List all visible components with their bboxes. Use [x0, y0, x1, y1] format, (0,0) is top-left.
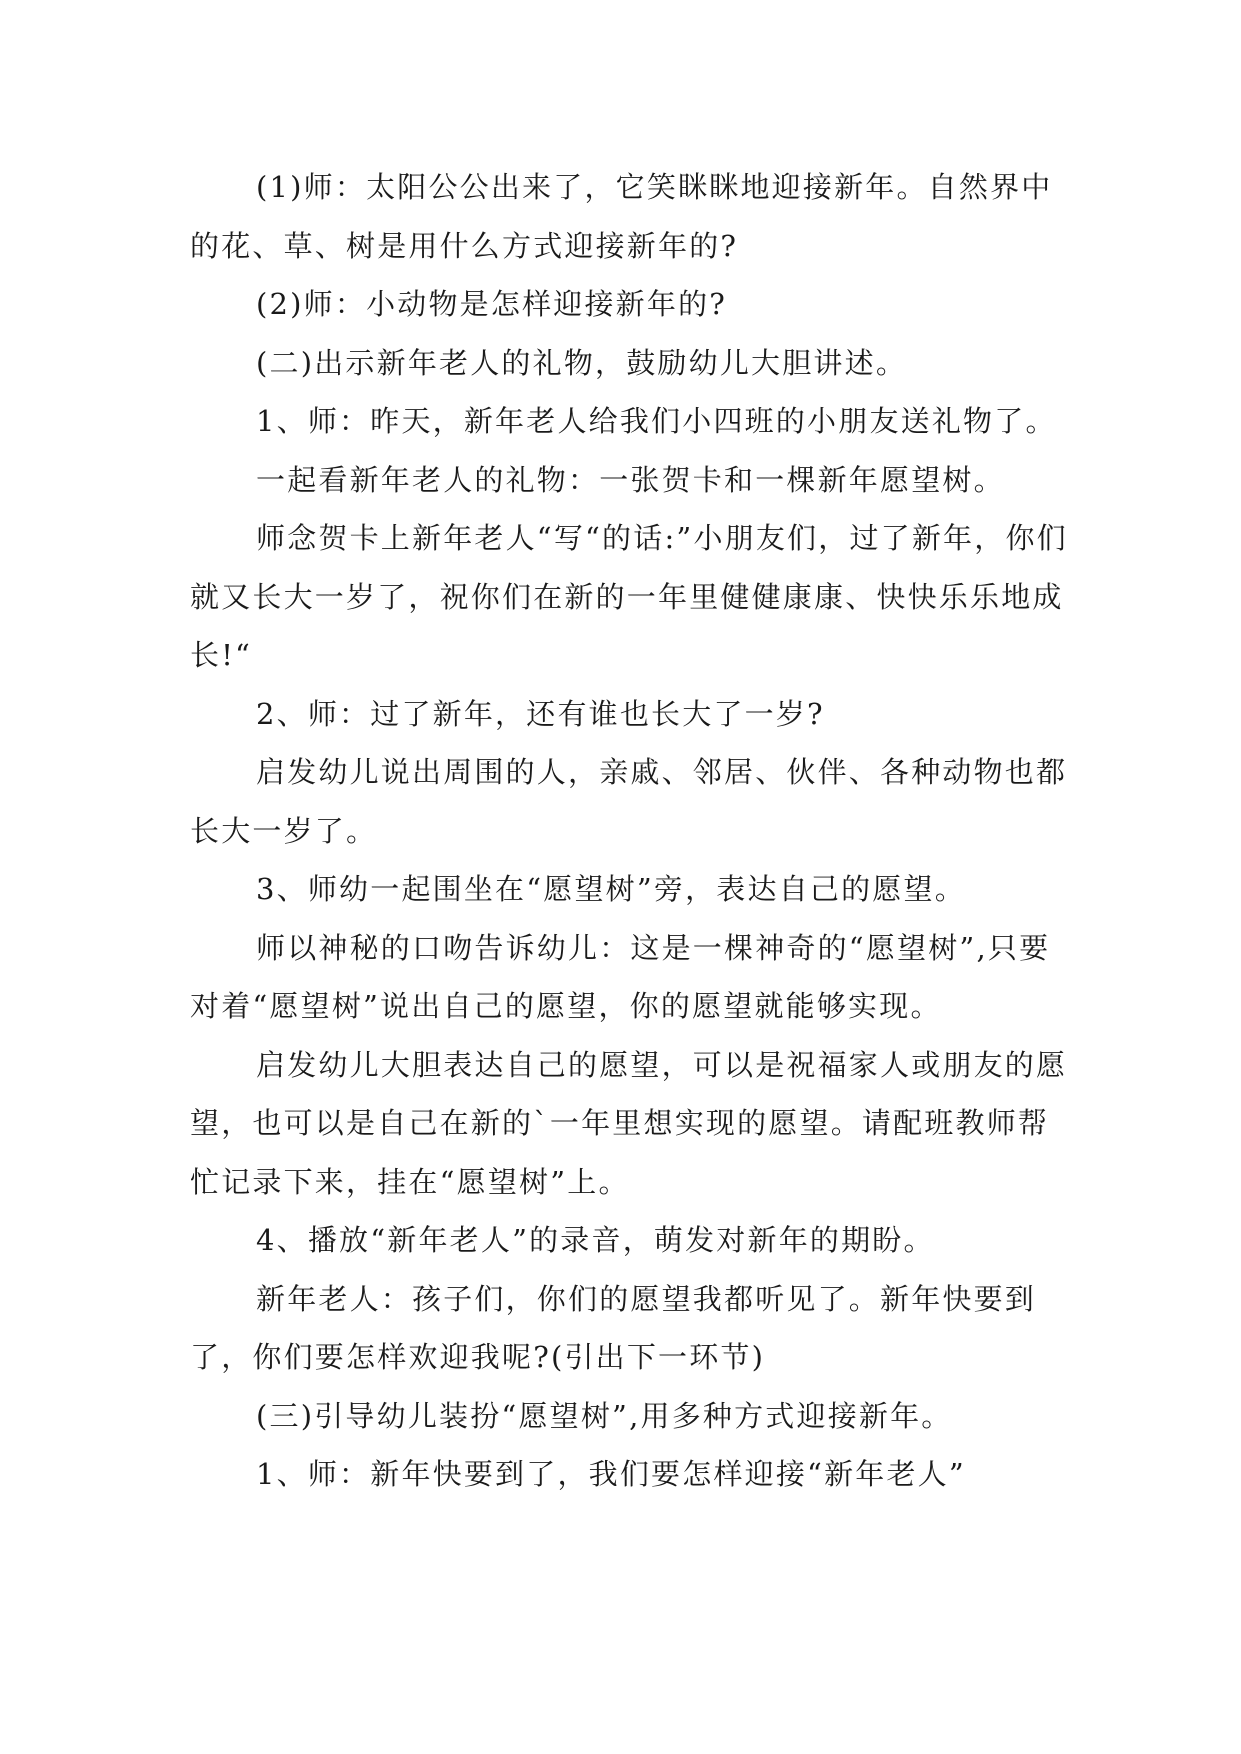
paragraph: 1、师：新年快要到了，我们要怎样迎接“新年老人”: [256, 1457, 966, 1491]
paragraph: 师念贺卡上新年老人“写“的话:”小朋友们，过了新年，你们就又长大一岁了，祝你们在新的一年里健健康康、快快乐乐地成长!“: [190, 521, 1068, 672]
paragraph: (二)出示新年老人的礼物，鼓励幼儿大胆讲述。: [256, 345, 908, 380]
paragraph: 一起看新年老人的礼物：一张贺卡和一棵新年愿望树。: [256, 462, 1005, 497]
paragraph: 新年老人：孩子们，你们的愿望我都听见了。新年快要到了，你们要怎样欢迎我呢?(引出下一环节): [190, 1281, 1037, 1374]
paragraph: 师以神秘的口吻告诉幼儿：这是一棵神奇的“愿望树”,只要对着“愿望树”说出自己的愿望，你的愿望就能够实现。: [190, 930, 1051, 1023]
paragraph: 1、师：昨天，新年老人给我们小四班的小朋友送礼物了。: [256, 404, 1057, 438]
paragraph: 3、师幼一起围坐在“愿望树”旁，表达自己的愿望。: [256, 872, 966, 906]
paragraph: 启发幼儿说出周围的人，亲戚、邻居、伙伴、各种动物也都长大一岁了。: [190, 755, 1068, 848]
paragraph: (三)引导幼儿装扮“愿望树”,用多种方式迎接新年。: [256, 1398, 953, 1433]
paragraph: 4、播放“新年老人”的录音，萌发对新年的期盼。: [256, 1223, 935, 1257]
paragraph: 2、师：过了新年，还有谁也长大了一岁?: [256, 696, 825, 731]
paragraph: 启发幼儿大胆表达自己的愿望，可以是祝福家人或朋友的愿望，也可以是自己在新的`一年里想实现的愿望。请配班教师帮忙记录下来，挂在“愿望树”上。: [190, 1047, 1068, 1199]
paragraph: (2)师：小动物是怎样迎接新年的?: [256, 287, 728, 321]
paragraph: (1)师：太阳公公出来了，它笑眯眯地迎接新年。自然界中的花、草、树是用什么方式迎接新年的?: [190, 170, 1053, 263]
document-body: [190, 158, 1070, 1504]
